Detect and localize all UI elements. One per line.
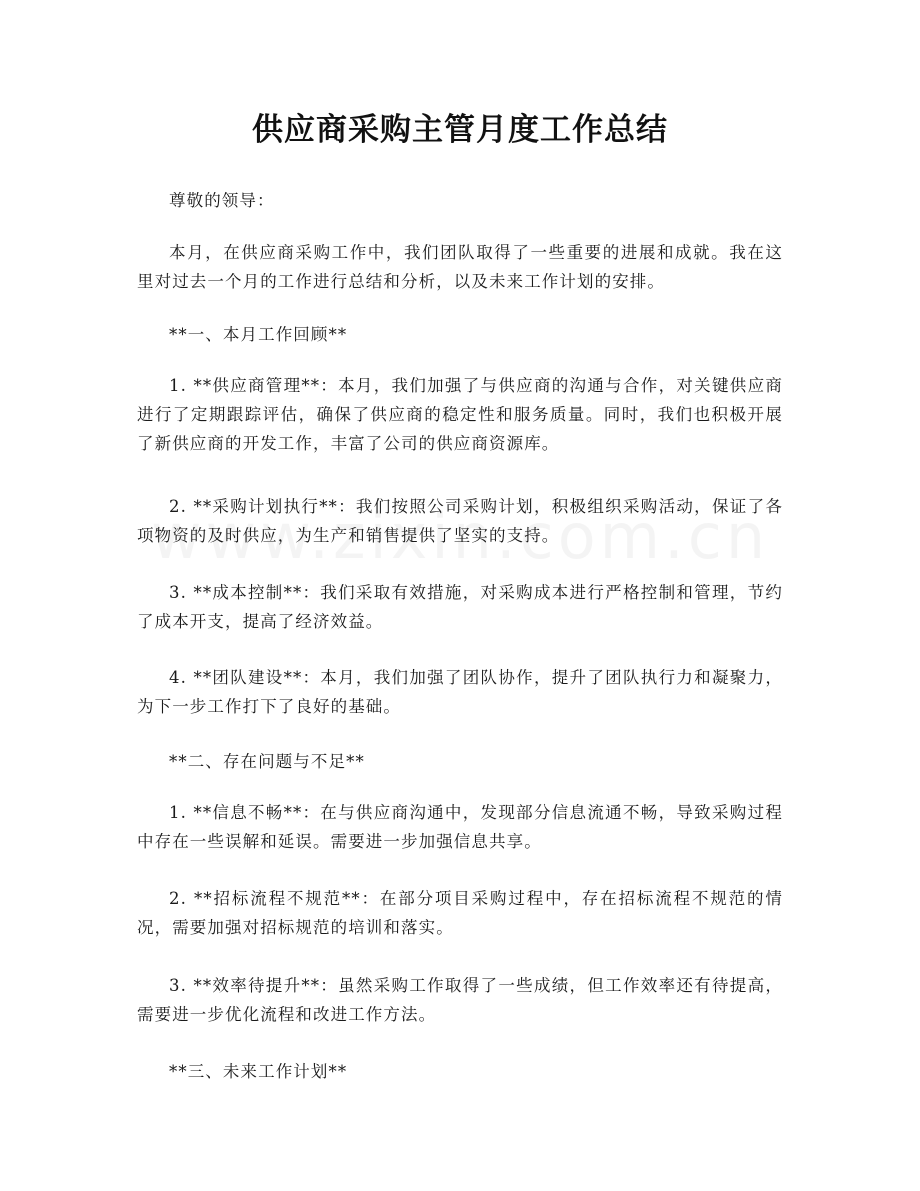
problem-item-3: 3. **效率待提升**：虽然采购工作取得了一些成绩，但工作效率还有待提高，需要进一步优化流程和改进工作方法。	[137, 976, 783, 1024]
section-heading-problems: **二、存在问题与不足**	[169, 752, 365, 771]
salutation: 尊敬的领导：	[169, 191, 275, 210]
review-item-3: 3. **成本控制**：我们采取有效措施，对采购成本进行严格控制和管理，节约了成本开支，提高了经济效益。	[137, 583, 783, 631]
review-item-4: 4. **团队建设**：本月，我们加强了团队协作，提升了团队执行力和凝聚力，为下一步工作打下了良好的基础。	[137, 668, 783, 716]
intro-paragraph: 本月，在供应商采购工作中，我们团队取得了一些重要的进展和成就。我在这里对过去一个月的工作进行总结和分析，以及未来工作计划的安排。	[137, 243, 783, 291]
document-title: 供应商采购主管月度工作总结	[252, 112, 668, 148]
section-heading-plan: **三、未来工作计划**	[169, 1062, 348, 1081]
problem-item-1: 1. **信息不畅**：在与供应商沟通中，发现部分信息流通不畅，导致采购过程中存在一些误解和延误。需要进一步加强信息共享。	[137, 803, 783, 851]
review-item-2: 2. **采购计划执行**：我们按照公司采购计划，积极组织采购活动，保证了各项物资的及时供应，为生产和销售提供了坚实的支持。	[137, 497, 783, 545]
review-item-1: 1. **供应商管理**：本月，我们加强了与供应商的沟通与合作，对关键供应商进行了定期跟踪评估，确保了供应商的稳定性和服务质量。同时，我们也积极开展了新供应商的开发工作，丰富了公司的供应商资源库。	[137, 376, 783, 453]
section-heading-review: **一、本月工作回顾**	[169, 325, 348, 344]
problem-item-2: 2. **招标流程不规范**：在部分项目采购过程中，存在招标流程不规范的情况，需要加强对招标规范的培训和落实。	[137, 889, 783, 937]
